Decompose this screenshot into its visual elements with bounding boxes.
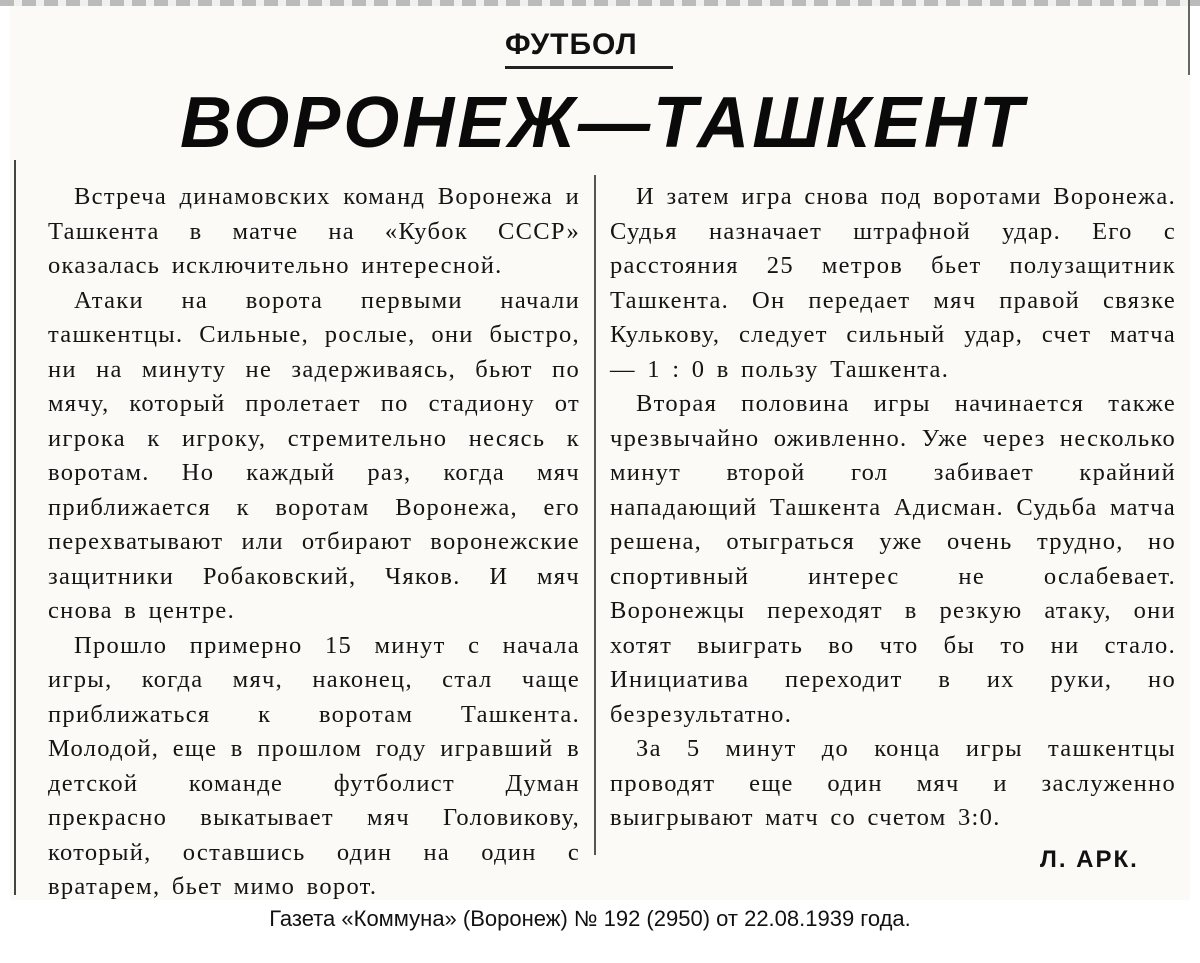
- column-border-right: [1188, 0, 1190, 75]
- paragraph: Вторая половина игры начинается также чрезвычайно оживленно. Уже через несколько минут второй гол забивает крайний нападающий Ташкента Адисман. Судьба матча решена, отыграться уже очень трудно, но спортивный интерес не ослабевает. Воронежцы переходят в резкую атаку, они хотят выиграть во что бы то ни стало. Инициатива переходит в их руки, но безрезультатно.: [610, 390, 1176, 728]
- author-signature: Л. АРК.: [1040, 846, 1139, 873]
- article-headline: ВОРОНЕЖ—ТАШКЕНТ: [180, 83, 1026, 163]
- paragraph: Встреча динамовских команд Воронежа и Ташкента в матче на «Кубок СССР» оказалась исключительно интересной.: [48, 183, 580, 279]
- article-column-left: [48, 180, 580, 905]
- rubric-title: ФУТБОЛ: [505, 28, 638, 61]
- column-border-left: [14, 160, 16, 895]
- rubric-underline: [505, 66, 673, 69]
- source-caption: Газета «Коммуна» (Воронеж) № 192 (2950) от 22.08.1939 года.: [269, 906, 911, 931]
- paragraph: Атаки на ворота первыми начали ташкентцы. Сильные, рослые, они быстро, ни на минуту не задерживаясь, бьют по мячу, который пролетает по стадиону от игрока к игроку, стремительно несясь к воротам. Но каждый раз, когда мяч приближается к воротам Воронежа, его перехватывают или отбирают воронежские защитники Робаковский, Чяков. И мяч снова в центре.: [48, 286, 580, 624]
- paragraph: И затем игра снова под воротами Воронежа. Судья назначает штрафной удар. Его с расстояния 25 метров бьет полузащитник Ташкента. Он передает мяч правой связке Кулькову, следует сильный удар, счет матча — 1 : 0 в пользу Ташкента.: [610, 183, 1176, 383]
- paragraph: За 5 минут до конца игры ташкентцы проводят еще один мяч и заслуженно выигрывают матч со счетом 3:0.: [610, 735, 1176, 831]
- article-column-right: [610, 180, 1176, 836]
- paragraph: Прошло примерно 15 минут с начала игры, когда мяч, наконец, стал чаще приближаться к воротам Ташкента. Молодой, еще в прошлом году игравший в детской команде футболист Думан прекрасно выкатывает мяч Головикову, который, оставшись один на один с вратарем, бьет мимо ворот.: [48, 631, 580, 900]
- torn-top-edge: [0, 0, 1200, 6]
- column-divider: [594, 175, 596, 855]
